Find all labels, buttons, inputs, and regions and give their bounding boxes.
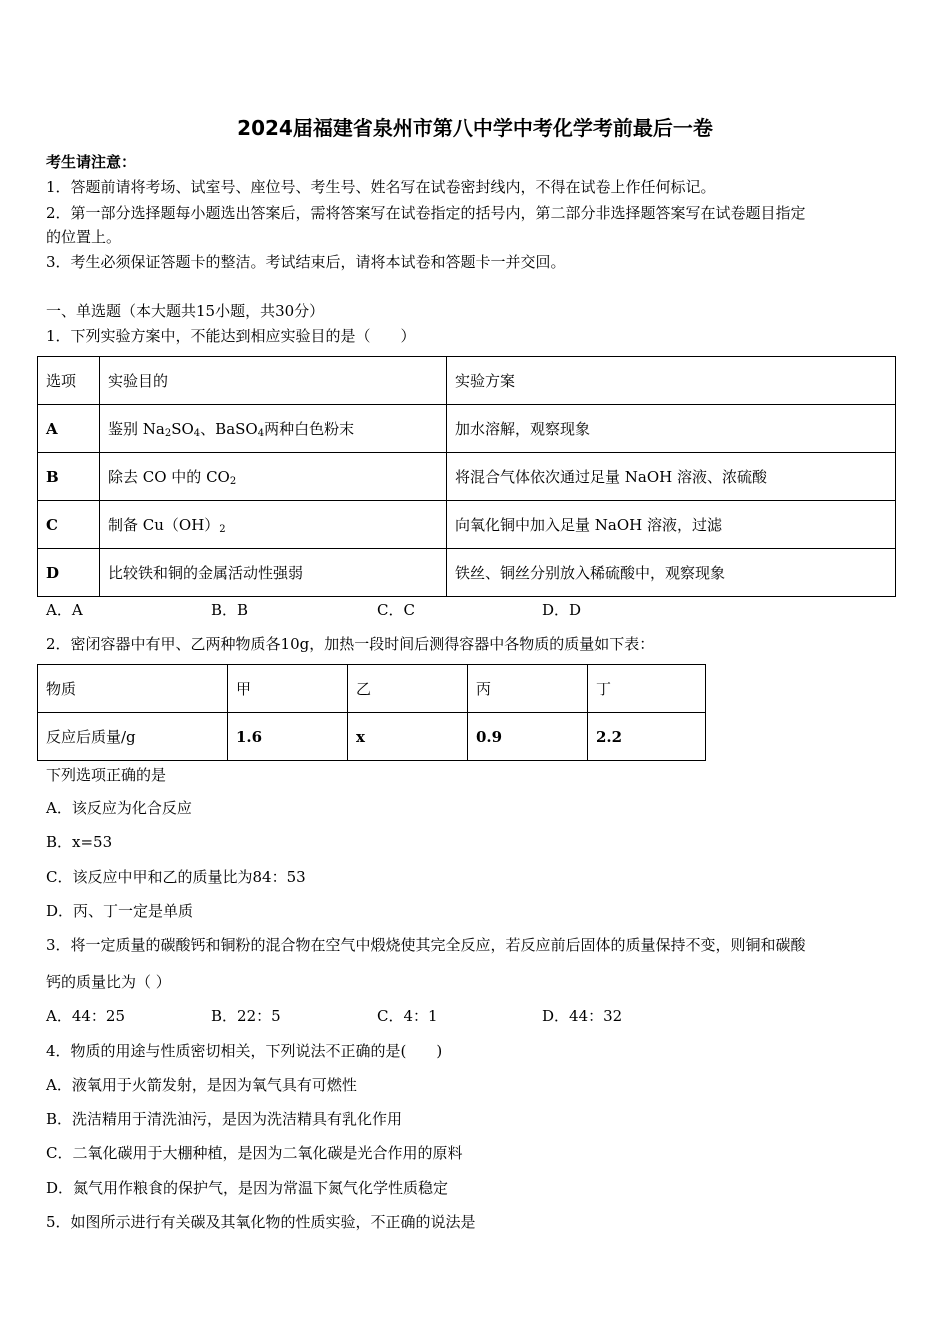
q2-value-jia: 1.6 [228,713,348,761]
q1-header-plan: 实验方案 [447,357,896,405]
q2-table [37,664,706,761]
q1-choice-a: A．A [46,601,83,619]
q1-row-option: C [38,501,100,549]
q2-choice-b: B．x=53 [46,833,113,851]
q1-stem: 1．下列实验方案中，不能达到相应实验目的是（ ） [46,327,416,345]
q3-choice-b: B．22：5 [211,1007,281,1025]
q1-row-goal: 比较铁和铜的金属活动性强弱 [100,549,447,597]
q2-header-yi: 乙 [348,665,468,713]
q1-choice-d: D．D [542,601,582,619]
q2-value-ding: 2.2 [588,713,706,761]
q1-choice-c: C．C [377,601,415,619]
q4-stem: 4．物质的用途与性质密切相关，下列说法不正确的是( ) [46,1042,443,1060]
q2-header-jia: 甲 [228,665,348,713]
table-row [38,453,896,501]
q2-value-yi: x [348,713,468,761]
table-row [38,501,896,549]
section-heading: 一、单选题（本大题共15小题，共30分） [46,302,325,320]
q3-choice-a: A．44：25 [46,1007,126,1025]
q1-row-plan: 向氧化铜中加入足量 NaOH 溶液，过滤 [447,501,896,549]
q1-row-option: A [38,405,100,453]
q4-choice-d: D．氮气用作粮食的保护气，是因为常温下氮气化学性质稳定 [46,1179,449,1197]
q2-header-ding: 丁 [588,665,706,713]
notice-item-2: 2．第一部分选择题每小题选出答案后，需将答案写在试卷指定的括号内，第二部分非选择题答案写在试卷题目指定 [46,204,806,222]
q1-row-plan: 铁丝、铜丝分别放入稀硫酸中，观察现象 [447,549,896,597]
q4-choice-b: B．洗洁精用于清洗油污，是因为洗洁精具有乳化作用 [46,1110,403,1128]
q2-header-row [38,665,706,713]
q3-stem-line1: 3．将一定质量的碳酸钙和铜粉的混合物在空气中煅烧使其完全反应，若反应前后固体的质量保持不变，则铜和碳酸 [46,936,806,954]
q2-row-label: 反应后质量/g [38,713,228,761]
q3-choice-d: D．44：32 [542,1007,623,1025]
q4-choice-c: C．二氧化碳用于大棚种植，是因为二氧化碳是光合作用的原料 [46,1144,463,1162]
q2-choice-d: D．丙、丁一定是单质 [46,902,194,920]
page-title: 2024届福建省泉州市第八中学中考化学考前最后一卷 [237,116,713,140]
q1-row-plan: 将混合气体依次通过足量 NaOH 溶液、浓硫酸 [447,453,896,501]
table-row [38,549,896,597]
q2-stem: 2．密闭容器中有甲、乙两种物质各10g，加热一段时间后测得容器中各物质的质量如下表： [46,635,655,653]
q3-choice-c: C．4：1 [377,1007,438,1025]
q1-table [37,356,896,597]
table-row [38,405,896,453]
q2-prompt: 下列选项正确的是 [46,766,167,784]
q2-value-bing: 0.9 [468,713,588,761]
q1-row-goal: 制备 $Cu(OH)_2$ [100,501,447,549]
notice-item-2-cont: 的位置上。 [46,228,122,246]
q1-row-goal: 鉴别 $Na_2SO_4$、BaSO$_4$两种白色粉末 [100,405,447,453]
notice-item-3: 3．考生必须保证答题卡的整洁。考试结束后，请将本试卷和答题卡一并交回。 [46,253,566,271]
notice-item-1: 1．答题前请将考场、试室号、座位号、考生号、姓名写在试卷密封线内，不得在试卷上作任何标记。 [46,178,716,196]
notice-heading: 考生请注意： [46,153,137,171]
q2-choice-c: C．该反应中甲和乙的质量比为84：53 [46,868,306,886]
table-row [38,713,706,761]
q1-header-option: 选项 [38,357,100,405]
q1-row-plan: 加水溶解，观察现象 [447,405,896,453]
q1-row-goal: 除去 CO 中的 $CO_2$ [100,453,447,501]
q4-choice-a: A．液氧用于火箭发射，是因为氧气具有可燃性 [46,1076,357,1094]
q2-header-substance: 物质 [38,665,228,713]
q1-header-goal: 实验目的 [100,357,447,405]
q2-header-bing: 丙 [468,665,588,713]
q5-stem: 5．如图所示进行有关碳及其氧化物的性质实验，不正确的说法是 [46,1213,476,1231]
q2-choice-a: A．该反应为化合反应 [46,799,192,817]
q1-row-option: D [38,549,100,597]
q1-row-option: B [38,453,100,501]
q1-header-row [38,357,896,405]
q3-stem-line2: 钙的质量比为（ ） [46,973,171,991]
q1-choice-b: B．B [211,601,249,619]
